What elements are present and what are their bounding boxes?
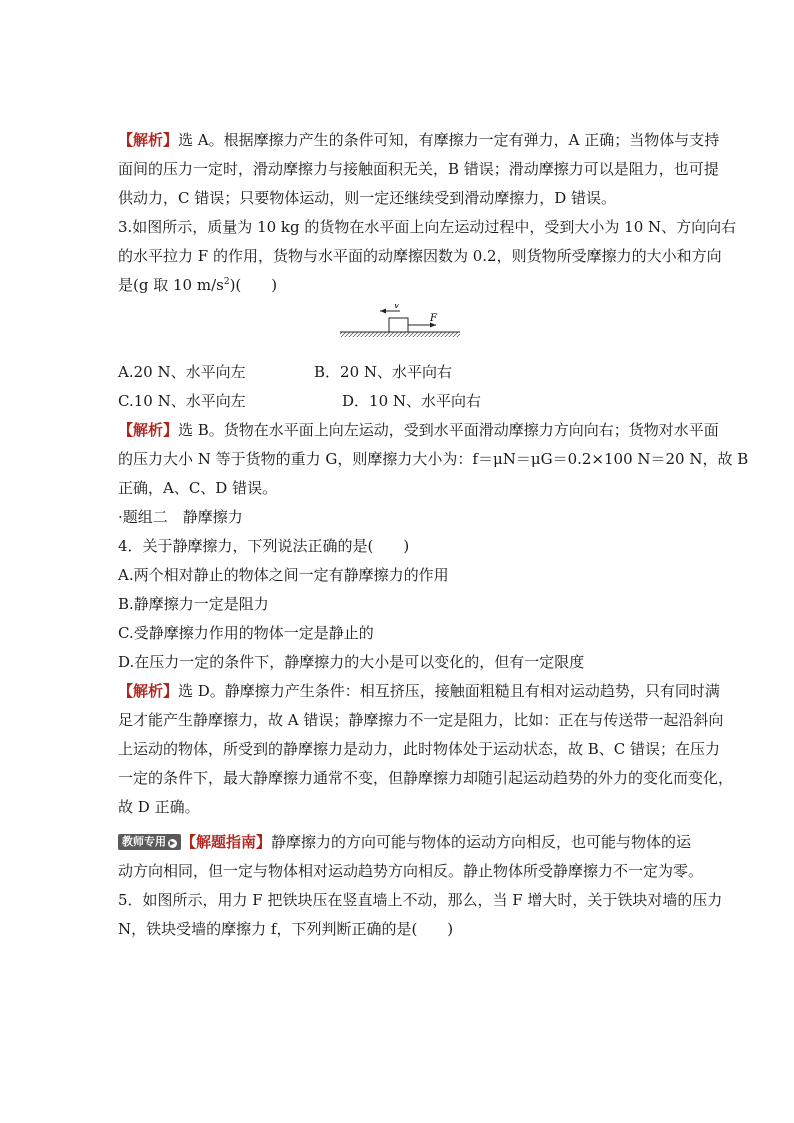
analysis-tag: 【解析】 (118, 421, 179, 439)
document-page (118, 126, 749, 944)
question-3-line-2: 的水平拉力 F 的作用，货物与水平面的动摩擦因数为 0.2，则货物所受摩擦力的大小和方向 (118, 247, 722, 265)
answer-4-line-3: 上运动的物体，所受到的静摩擦力是动力，此时物体处于运动状态，故 B、C 错误；在压力 (118, 740, 721, 758)
play-icon: ▶ (169, 839, 176, 847)
question-4-option-d: D.在压力一定的条件下，静摩擦力的大小是可以变化的，但有一定限度 (118, 653, 585, 671)
option-b: B．20 N、水平向右 (314, 363, 453, 381)
answer-2-line-3: 供动力，C 错误；只要物体运动，则一定还继续受到滑动摩擦力，D 错误。 (118, 189, 617, 207)
cargo-block (389, 318, 408, 332)
answer-4-line-4: 一定的条件下，最大静摩擦力通常不变，但静摩擦力却随引起运动趋势的外力的变化而变化， (118, 769, 734, 787)
option-a: A.20 N、水平向左 (118, 363, 246, 381)
question-4-stem: 4．关于静摩擦力，下列说法正确的是( ) (118, 537, 410, 555)
question-4-option-b: B.静摩擦力一定是阻力 (118, 595, 269, 613)
question-3-figure (118, 304, 678, 348)
analysis-tag: 【解析】 (118, 682, 179, 700)
force-label: F (430, 313, 437, 324)
question-3-options-row-1 (118, 358, 678, 387)
option-c: C.10 N、水平向左 (118, 392, 246, 410)
question-5-line-2: N，铁块受墙的摩擦力 f，下列判断正确的是( ) (118, 920, 454, 938)
answer-3-line-3: 正确，A、C、D 错误。 (118, 479, 278, 497)
group-2-heading: ·题组二 静摩擦力 (118, 508, 243, 526)
question-3-line-1: 3.如图所示，质量为 10 kg 的货物在水平面上向左运动过程中，受到大小为 10 N、方向向右 (118, 218, 737, 236)
teacher-note-line-2: 动方向相同，但一定与物体相对运动趋势方向相反。静止物体所受静摩擦力不一定为零。 (118, 862, 704, 880)
question-3-options-row-2 (118, 387, 678, 416)
answer-2-line-2: 面间的压力一定时，滑动摩擦力与接触面积无关，B 错误；滑动摩擦力可以是阻力，也可提 (118, 160, 719, 178)
answer-2-line-1: 【解析】选 A。根据摩擦力产生的条件可知，有摩擦力一定有弹力，A 正确；当物体与支持 (118, 131, 720, 149)
block-on-surface-diagram (118, 304, 678, 348)
question-3-line-3: 是(g 取 10 $m/s^2$)( ) (118, 276, 278, 294)
answer-3-line-2: 的压力大小 N 等于货物的重力 G，则摩擦力大小为：f＝μN＝μG＝0.2×100 N＝20 N，故 B (118, 450, 749, 468)
answer-4-line-2: 足才能产生静摩擦力，故 A 错误；静摩擦力不一定是阻力，比如：正在与传送带一起沿斜向 (118, 711, 724, 729)
velocity-label: v (394, 304, 400, 311)
teacher-only-badge: 教师专用 ▶ (118, 834, 181, 850)
answer-4-line-1: 【解析】选 D。静摩擦力产生条件：相互挤压，接触面粗糙且有相对运动趋势，只有同时满 (118, 682, 720, 700)
teacher-note-line-1: 教师专用 ▶ 【解题指南】静摩擦力的方向可能与物体的运动方向相反，也可能与物体的运 (118, 828, 678, 857)
answer-3-line-1: 【解析】选 B。货物在水平面上向左运动，受到水平面滑动摩擦力方向向右；货物对水平面 (118, 421, 719, 439)
guide-tag: 【解题指南】 (181, 833, 272, 851)
answer-4-line-5: 故 D 正确。 (118, 798, 200, 816)
analysis-tag: 【解析】 (118, 131, 179, 149)
question-4-option-a: A.两个相对静止的物体之间一定有静摩擦力的作用 (118, 566, 449, 584)
question-4-option-c: C.受静摩擦力作用的物体一定是静止的 (118, 624, 374, 642)
question-5-line-1: 5．如图所示，用力 F 把铁块压在竖直墙上不动，那么，当 F 增大时，关于铁块对墙的压力 (118, 891, 723, 909)
option-d: D．10 N、水平向右 (342, 392, 482, 410)
ground-hatching (340, 332, 460, 337)
